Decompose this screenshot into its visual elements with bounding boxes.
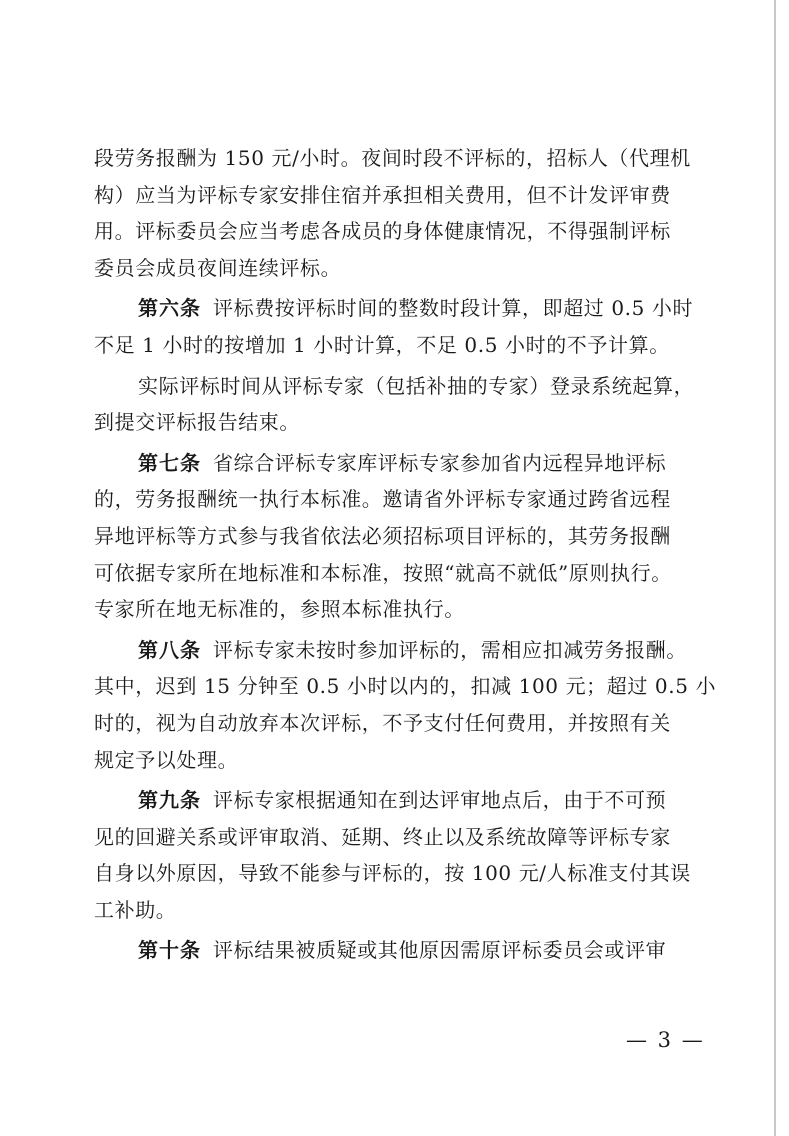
text-line: 其中，迟到 15 分钟至 0.5 小时以内的，扣减 100 元；超过 0.5 小: [94, 674, 717, 699]
text-line: 时的，视为自动放弃本次评标，不予支付任何费用，并按照有关: [94, 710, 671, 735]
article-7: [94, 445, 700, 628]
article-first-line: [94, 932, 700, 969]
text-line: 见的回避关系或评审取消、延期、终止以及系统故障等评标专家: [94, 824, 671, 849]
text-line: 实际评标时间从评标专家（包括补抽的专家）登录系统起算，: [138, 373, 695, 398]
text-line: 自身以外原因，导致不能参与评标的，按 100 元/人标准支付其误: [94, 861, 691, 886]
text-line: 不足 1 小时的按增加 1 小时计算，不足 0.5 小时的不予计算。: [94, 332, 670, 357]
article-first-line: [94, 632, 700, 669]
text-line: 评标费按评标时间的整数时段计算，即超过 0.5 小时: [213, 296, 694, 321]
text-line: 工补助。: [94, 897, 177, 922]
article-first-line: [94, 290, 700, 327]
article-heading: 第七条: [138, 450, 201, 475]
paragraph-evaluation-time: [94, 368, 700, 441]
article-10: [94, 932, 700, 969]
article-8: [94, 632, 717, 778]
text-line: 用。评标委员会应当考虑各成员的身体健康情况，不得强制评标: [94, 219, 671, 244]
article-heading: 第六条: [138, 296, 201, 321]
article-heading: 第八条: [138, 637, 201, 662]
text-line: 省综合评标专家库评标专家参加省内远程异地评标: [213, 450, 667, 475]
text-line: 委员会成员夜间连续评标。: [94, 255, 342, 280]
article-first-line: [94, 782, 700, 819]
text-line: 段劳务报酬为 150 元/小时。夜间时段不评标的，招标人（代理机: [94, 146, 691, 170]
paragraph-night-hours: [94, 140, 700, 286]
text-line: 专家所在地无标准的，参照本标准执行。: [94, 597, 465, 622]
text-line: 评标专家根据通知在到达评审地点后，由于不可预: [213, 788, 667, 813]
page-number: — 3 —: [626, 1028, 705, 1052]
text-line: 到提交评标报告结束。: [94, 410, 300, 435]
article-heading: 第十条: [138, 938, 201, 963]
text-line: 构）应当为评标专家安排住宿并承担相关费用，但不计发评审费: [94, 182, 671, 207]
article-first-line: [94, 445, 700, 482]
article-heading: 第九条: [138, 788, 201, 813]
article-9: [94, 782, 700, 928]
body-text: [94, 140, 717, 973]
text-line: 评标专家未按时参加评标的，需相应扣减劳务报酬。: [213, 637, 687, 662]
text-line: 规定予以处理。: [94, 747, 239, 772]
text-line: 可依据专家所在地标准和本标准，按照“就高不就低”原则执行。: [94, 560, 672, 585]
page-edge-divider: [774, 0, 776, 1136]
text-line: 异地评标等方式参与我省依法必须招标项目评标的，其劳务报酬: [94, 523, 671, 548]
text-line: 评标结果被质疑或其他原因需原评标委员会或评审: [213, 938, 667, 963]
text-line: 的，劳务报酬统一执行本标准。邀请省外评标专家通过跨省远程: [94, 487, 671, 512]
article-6: [94, 290, 700, 363]
